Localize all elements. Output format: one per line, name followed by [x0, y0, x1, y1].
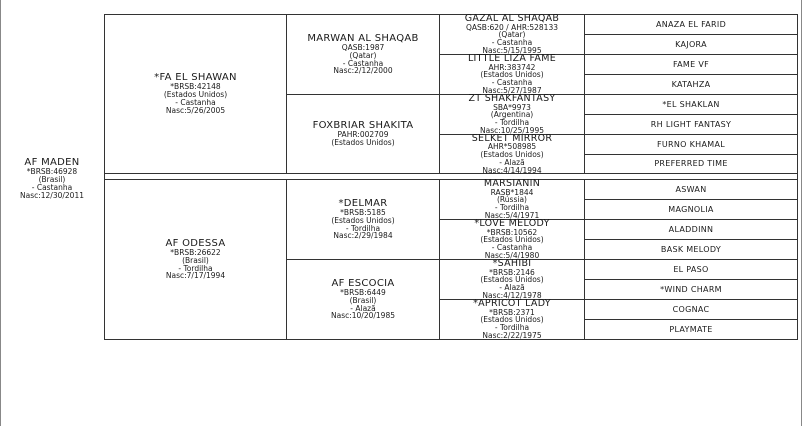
gen4-cell: [584, 55, 797, 75]
gen3-color: - Castanha: [491, 243, 533, 253]
gen3-reg: *BRSB:2146: [489, 267, 535, 277]
gen3-cell: [439, 220, 584, 260]
gen4-name: COGNAC: [672, 304, 710, 314]
gen3-cell: [439, 55, 584, 95]
gen4-name: ANAZA EL FARID: [655, 19, 727, 29]
gen2-reg: QASB:1987: [341, 42, 385, 52]
gen2-cell: [286, 180, 439, 260]
gen4-cell: [584, 75, 797, 95]
gen2-name: FOXBRIAR SHAKITA: [312, 120, 414, 132]
gen4-name: MAGNOLIA: [668, 204, 714, 214]
gen3-name: GAZAL AL SHAQAB: [464, 13, 560, 24]
gen4-name: PLAYMATE: [669, 324, 713, 334]
gen2-country: (Brasil): [349, 295, 377, 305]
gen2-cell: [286, 15, 439, 95]
gen4-cell: [584, 260, 797, 280]
gen3-country: (Estados Unidos): [480, 70, 544, 80]
gen4-name: EL PASO: [673, 264, 709, 274]
gen4-cell: [584, 300, 797, 320]
gen3-born: Nasc:5/15/1995: [482, 46, 542, 56]
gen4-name: *EL SHAKLAN: [662, 99, 720, 109]
gen4-name: KATAHZA: [671, 79, 711, 89]
gen3-born: Nasc:5/4/1980: [484, 251, 540, 261]
gen3-country: (Qatar): [498, 30, 526, 40]
sire-born: Nasc:5/26/2005: [165, 105, 226, 115]
gen3-cell: [439, 132, 584, 175]
gen2-name: AF ESCOCIA: [331, 277, 395, 289]
gen3-color: - Castanha: [491, 78, 533, 88]
frame-right-edge: [801, 0, 802, 426]
gen3-born: Nasc:2/22/1975: [482, 331, 542, 341]
dam-country: (Brasil): [182, 255, 209, 265]
gen4-name: KAJORA: [675, 39, 707, 49]
gen3-reg: RASB*1844: [490, 187, 534, 197]
subject-name: AF MADEN: [24, 157, 80, 168]
gen4-cell: [584, 15, 797, 35]
sire-color: - Castanha: [175, 98, 216, 107]
gen3-born: Nasc:5/27/1987: [482, 86, 542, 96]
gen2-reg: *BRSB:6449: [340, 287, 386, 297]
gen3-name: LITTLE LIZA FAME: [467, 53, 557, 64]
gen2-color: - Alazã: [350, 303, 376, 313]
gen3-cell: [439, 95, 584, 135]
sire-country: (Estados Unidos): [163, 90, 228, 100]
gen4-cell: [584, 180, 797, 200]
dam-color: - Tordilha: [178, 263, 213, 273]
dam-reg: *BRSB:26622: [170, 247, 221, 257]
gen3-reg: *BRSB:2371: [489, 307, 535, 317]
gen2-cell: [286, 260, 439, 339]
gen4-cell: [584, 155, 797, 174]
gen3-reg: SBA*9973: [493, 102, 531, 112]
gen3-color: - Alazã: [499, 283, 525, 293]
gen2-born: Nasc:10/20/1985: [331, 311, 395, 321]
dam-name: AF ODESSA: [165, 237, 226, 249]
gen3-country: (Rússia): [497, 195, 527, 205]
gen3-name: ZT SHAKFANTASY: [468, 93, 556, 104]
sire-reg: *BRSB:42148: [170, 82, 221, 92]
gen4-cell: [584, 200, 797, 220]
gen2-name: *DELMAR: [338, 197, 388, 209]
gen3-name: SELKET MIRROR: [471, 132, 553, 144]
gen3-cell: [439, 300, 584, 339]
gen3-born: Nasc:5/4/1971: [484, 211, 540, 221]
gen4-name: ASWAN: [675, 184, 707, 194]
gen3-country: (Estados Unidos): [480, 149, 544, 159]
gen3-cell: [439, 180, 584, 220]
gen2-color: - Tordilha: [345, 223, 381, 233]
gen3-color: - Tordilha: [494, 323, 530, 333]
gen2-name: MARWAN AL SHAQAB: [307, 32, 419, 44]
gen3-cell: [439, 260, 584, 300]
gen4-cell: [584, 95, 797, 115]
gen4-cell: [584, 220, 797, 240]
gen4-name: ALADDINN: [668, 224, 714, 234]
subject-horse: [0, 158, 104, 200]
gen4-name: FURNO KHAMAL: [656, 139, 725, 149]
gen3-color: - Castanha: [491, 38, 533, 48]
gen2-country: (Estados Unidos): [331, 138, 395, 147]
subject-country: (Brasil): [38, 174, 66, 184]
gen2-born: Nasc:2/12/2000: [333, 66, 393, 76]
gen4-name: BASK MELODY: [660, 244, 722, 254]
gen3-color: - Alazã: [499, 157, 525, 167]
gen3-name: *SAHIBI: [492, 258, 532, 269]
gen3-born: Nasc:4/14/1994: [482, 165, 542, 175]
gen4-name: PREFERRED TIME: [654, 159, 728, 168]
gen3-reg: *BRSB:10562: [486, 227, 538, 237]
gen3-born: Nasc:10/25/1995: [480, 126, 544, 136]
gen3-country: (Estados Unidos): [480, 275, 544, 285]
gen3-born: Nasc:4/12/1978: [482, 291, 542, 301]
gen2-cell: [286, 95, 439, 174]
gen2-country: (Estados Unidos): [331, 215, 395, 225]
gen3-reg: AHR:383742: [488, 62, 536, 72]
dam-born: Nasc:7/17/1994: [165, 271, 226, 281]
gen4-name: FAME VF: [672, 59, 709, 69]
gen2-color: - Castanha: [342, 58, 384, 68]
gen2-country: (Qatar): [349, 50, 377, 60]
gen3-color: - Tordilha: [494, 118, 530, 128]
gen4-name: RH LIGHT FANTASY: [650, 119, 732, 129]
sire-cell: [105, 15, 286, 174]
gen3-country: (Estados Unidos): [480, 235, 544, 245]
gen4-cell: [584, 240, 797, 260]
gen4-cell: [584, 320, 797, 339]
gen4-cell: [584, 280, 797, 300]
subject-reg: *BRSB:46928: [26, 167, 78, 176]
gen4-cell: [584, 135, 797, 155]
subject-born: Nasc:12/30/2011: [20, 190, 84, 200]
gen3-cell: [439, 15, 584, 55]
sire-name: *FA EL SHAWAN: [154, 72, 237, 84]
subject-color: - Castanha: [31, 182, 73, 192]
gen2-reg: *BRSB:5185: [340, 207, 386, 217]
gen3-country: (Argentina): [490, 110, 534, 120]
gen3-name: MARSIANIN: [483, 178, 541, 189]
pedigree-grid: [104, 14, 798, 340]
gen4-name: *WIND CHARM: [660, 284, 722, 294]
gen3-name: *APRICOT LADY: [473, 298, 551, 309]
gen4-cell: [584, 115, 797, 135]
frame-left-edge: [0, 0, 1, 426]
gen3-reg: QASB:620 / AHR:528133: [466, 22, 558, 32]
gen2-born: Nasc:2/29/1984: [333, 231, 393, 241]
gen3-color: - Tordilha: [494, 203, 530, 213]
dam-cell: [105, 180, 286, 339]
gen4-cell: [584, 35, 797, 55]
gen3-country: (Estados Unidos): [480, 315, 544, 325]
gen3-reg: AHR*508985: [487, 142, 537, 151]
gen3-name: *LOVE MELODY: [474, 218, 550, 229]
gen2-reg: PAHR:002709: [337, 130, 389, 140]
